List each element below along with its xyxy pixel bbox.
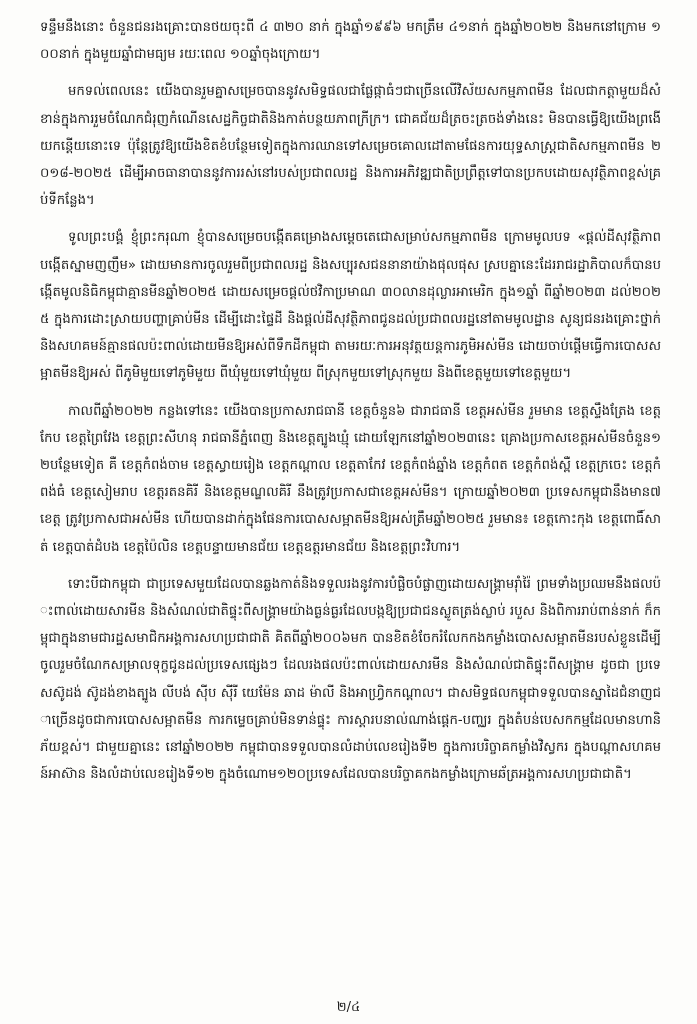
paragraph-mine-free-project: ទូលព្រះបង្គំ ខ្ញុំព្រះករុណា ខ្ញុំបានសម្រេចបង្កើតគម្រោងសម្ដេចតេជោសម្រាប់សកម្មភាពមីន ក្រោមមូលបទ «ផ្ដល់ដីសុវត្ថិភាព បង្កើតស្នាមញញឹម» ដោយមានការចូលរួមពីប្រជាពលរដ្ឋ និងសប្បុរសជននានាយ៉ាងផុលផុស ស្របគ្នានេះដែររាជរដ្ឋាភិបាលក៏បានបង្កើតមូលនិធិកម្ពុជាគ្មានមីនឆ្នាំ២០២៥ ដោយសម្រេចផ្ដល់ថវិកាប្រមាណ ៣០លានដុល្លារអាមេរិក ក្នុង១ឆ្នាំ ពីឆ្នាំ២០២៣ ដល់២០២៥ ក្នុងការដោះស្រាយបញ្ហាគ្រាប់មីន ដើម្បីដោះផ្ទៃដី និងផ្ដល់ដីសុវត្ថិភាពជូនដល់ប្រជាពលរដ្ឋនៅតាមមូលដ្ឋាន សូន្យជនរងគ្រោះថ្នាក់ និងសហគមន៍គ្មានផលប៉ះពាល់ដោយមីនឱ្យអស់ពីទឹកដីកម្ពុជា តាមរយៈការអនុវត្តយន្តការភូមិអស់មីន ដោយចាប់ផ្ដើមធ្វើការបោសសម្អាតមីនឱ្យអស់ ពីភូមិមួយទៅភូមិមួយ ពីឃុំមួយទៅឃុំមួយ ពីស្រុកមួយទៅស្រុកមួយ និងពីខេត្តមួយទៅខេត្តមួយ។ bbox=[40, 230, 661, 382]
paragraph-casualty-decline: ទន្ទឹមនឹងនោះ ចំនួនជនរងគ្រោះបានថយចុះពី ៤ ៣២០ នាក់ ក្នុងឆ្នាំ១៩៩៦ មកត្រឹម ៤១នាក់ ក្នុងឆ្នាំ២០២២ និងមកនៅក្រោម ១០០នាក់ ក្នុងមួយឆ្នាំជាមធ្យម រយៈពេល ១០ឆ្នាំចុងក្រោយ។ bbox=[40, 20, 661, 63]
paragraph-un-peacekeeping: ទោះបីជាកម្ពុជា ជាប្រទេសមួយដែលបានឆ្លងកាត់និងទទួលរងនូវការបំផ្លិចបំផ្លាញដោយសង្គ្រាមរ៉ាំរ៉ៃ ព្រមទាំងប្រឈមនឹងផលប៉ះពាល់ដោយសារមីន និងសំណល់ជាតិផ្ទុះពីសង្គ្រាមយ៉ាងធ្ងន់ធ្ងរដែលបង្កឱ្យប្រជាជនស្លូតត្រង់ស្លាប់ របួស និងពិការរាប់ពាន់នាក់ ក៏កម្ពុជាក្នុងនាមជារដ្ឋសមាជិកអង្គការសហប្រជាជាតិ គិតពីឆ្នាំ២០០៦មក បានខិតខំចែករំលែកកងកម្លាំងបោសសម្អាតមីនរបស់ខ្លួនដើម្បីចូលរួមចំណែកសម្រាលទុក្ខជូនដល់ប្រទេសផ្សេងៗ ដែលរងផលប៉ះពាល់ដោយសារមីន និងសំណល់ជាតិផ្ទុះពីសង្គ្រាម ដូចជា ប្រទេសស៊ូដង់ ស៊ូដង់ខាងត្បូង លីបង់ ស៊ីប ស៊ីរី យេម៉ែន ឆាដ ម៉ាលី និងអាហ្វ្រិកកណ្ដាល។ ជាសមិទ្ធផលកម្ពុជាទទួលបានស្នាដៃជំនាញជាច្រើនដូចជាការបោសសម្អាតមីន ការកម្ទេចគ្រាប់មិនទាន់ផ្ទុះ ការស្ដារបនាល់ណាង់ផ្តេក-បញ្ឈរ ក្នុងតំបន់បេសកកម្មដែលមានហានិភ័យខ្ពស់។ ជាមួយគ្នានេះ នៅឆ្នាំ២០២២ កម្ពុជាបានទទួលបានលំដាប់លេខរៀងទី២ ក្នុងការបរិច្ចាគកម្លាំងវិស្វករ ក្នុងបណ្ដាសហគមន៍អាស៊ាន និងលំដាប់លេខរៀងទី១២ ក្នុងចំណោម១២០ប្រទេសដែលបានបរិច្ចាគកងកម្លាំងក្រោមឆ័ត្រអង្គការសហប្រជាជាតិ។ bbox=[40, 576, 661, 783]
paragraph-achievements: មកទល់ពេលនេះ យើងបានរួមគ្នាសម្រេចបាននូវសមិទ្ធផលជាផ្លែផ្កាធំៗជាច្រើនលើវិស័យសកម្មភាពមីន ដែលជាកត្តាមួយដ៏សំខាន់ក្នុងការរួមចំណែកជំរុញកំណើនសេដ្ឋកិច្ចជាតិនិងកាត់បន្ថយភាពក្រីក្រ។ ជោគជ័យដ៏ត្រចះត្រចង់ទាំងនេះ មិនបានធ្វើឱ្យយើងព្រងើយកន្តើយនោះទេ ប៉ុន្តែត្រូវឱ្យយើងខិតខំបន្ថែមទៀតក្នុងការឈានទៅសម្រេចគោលដៅតាមផែនការយុទ្ធសាស្ត្រជាតិសកម្មភាពមីន ២០១៨-២០២៥ ដើម្បីអាចធានាបាននូវការរស់នៅរបស់ប្រជាពលរដ្ឋ និងការអភិវឌ្ឍជាតិប្រព្រឹត្តទៅបានប្រកបដោយសុវត្ថិភាពខ្ពស់គ្រប់ទីកន្លែង។ bbox=[40, 84, 661, 209]
paragraph-mine-free-provinces: កាលពីឆ្នាំ២០២២ កន្លងទៅនេះ យើងបានប្រកាសរាជធានី ខេត្តចំនួន៦ ជារាជធានី ខេត្តអស់មីន រួមមាន ខេត្តស្ទឹងត្រែង ខេត្តកែប ខេត្តព្រៃវែង ខេត្តព្រះសីហនុ រាជធានីភ្នំពេញ និងខេត្តត្បូងឃ្មុំ ដោយឡែកនៅឆ្នាំ២០២៣នេះ គ្រោងប្រកាសខេត្តអស់មីនចំនួន១២បន្ថែមទៀត គឺ ខេត្តកំពង់ចាម ខេត្តស្វាយរៀង ខេត្តកណ្ដាល ខេត្តតាកែវ ខេត្តកំពង់ឆ្នាំង ខេត្តកំពត ខេត្តកំពង់ស្ពឺ ខេត្តក្រចេះ ខេត្តកំពង់ធំ ខេត្តសៀមរាប ខេត្តរតនគិរី និងខេត្តមណ្ឌលគិរី នឹងត្រូវប្រកាសជាខេត្តអស់មីន។ ក្រោយឆ្នាំ២០២៣ ប្រទេសកម្ពុជានឹងមាន៧ ខេត្ត ត្រូវប្រកាសជាអស់មីន ហើយបានដាក់ក្នុងផែនការបោសសម្អាតមីនឱ្យអស់ត្រឹមឆ្នាំ២០២៥ រួមមាន៖ ខេត្តកោះកុង ខេត្តពោធិ៍សាត់ ខេត្តបាត់ដំបង ខេត្តប៉ៃលិន ខេត្តបន្ទាយមានជ័យ ខេត្តឧត្តរមានជ័យ និងខេត្តព្រះវិហារ។ bbox=[40, 403, 661, 555]
page-number: ២/៤ bbox=[336, 1000, 361, 1015]
